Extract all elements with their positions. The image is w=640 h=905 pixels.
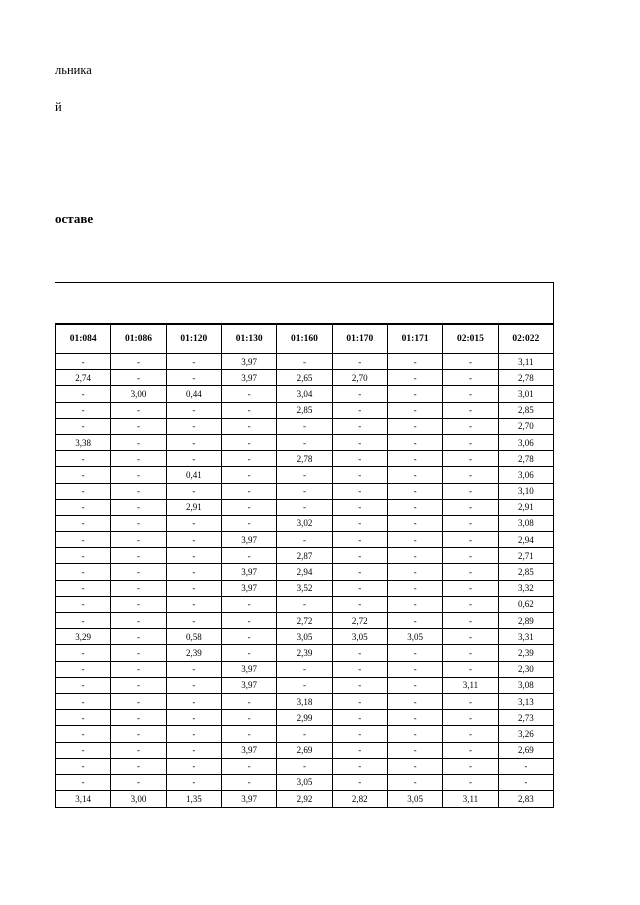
total-cell: 2,83 xyxy=(498,791,553,808)
table-row xyxy=(56,742,554,758)
total-cell: 3,05 xyxy=(387,791,442,808)
table-cell: - xyxy=(387,564,442,580)
table-cell: - xyxy=(111,532,166,548)
table-cell: - xyxy=(111,515,166,531)
table-cell: - xyxy=(111,629,166,645)
section-heading-fragment: оставе xyxy=(55,211,94,226)
table-cell: - xyxy=(443,693,498,709)
table-cell: - xyxy=(166,710,221,726)
table-cell: - xyxy=(111,613,166,629)
table-cell: - xyxy=(56,354,111,370)
table-cell: - xyxy=(111,580,166,596)
table-cell: 3,29 xyxy=(56,629,111,645)
table-cell: 2,89 xyxy=(498,613,553,629)
table-body xyxy=(56,354,554,808)
table-cell: - xyxy=(332,354,387,370)
table-cell: - xyxy=(221,596,276,612)
table-cell: - xyxy=(443,451,498,467)
table-cell: - xyxy=(166,515,221,531)
table-cell: - xyxy=(166,402,221,418)
table-cell: - xyxy=(56,515,111,531)
column-header: 02:015 xyxy=(443,325,498,354)
table-cell: - xyxy=(166,774,221,790)
table-cell: - xyxy=(166,726,221,742)
table-cell: - xyxy=(166,677,221,693)
table-cell: - xyxy=(111,451,166,467)
table-cell: 2,78 xyxy=(277,451,332,467)
table-cell: - xyxy=(221,613,276,629)
table-cell: - xyxy=(166,596,221,612)
table-cell: 2,85 xyxy=(498,402,553,418)
table-cell: - xyxy=(443,515,498,531)
table-cell: - xyxy=(443,774,498,790)
column-header: 01:086 xyxy=(111,325,166,354)
table-row xyxy=(56,693,554,709)
table-cell: - xyxy=(56,645,111,661)
table-row xyxy=(56,774,554,790)
table-cell: - xyxy=(332,451,387,467)
table-cell: 3,10 xyxy=(498,483,553,499)
table-cell: - xyxy=(166,434,221,450)
table-cell: - xyxy=(111,370,166,386)
table-cell: 3,97 xyxy=(221,580,276,596)
table-cell: - xyxy=(443,402,498,418)
table-cell: - xyxy=(387,467,442,483)
table-cell: 2,74 xyxy=(56,370,111,386)
table-cell: - xyxy=(166,661,221,677)
table-row xyxy=(56,758,554,774)
table-cell: - xyxy=(277,467,332,483)
table-cell: - xyxy=(443,710,498,726)
table-cell: - xyxy=(166,613,221,629)
table-row xyxy=(56,434,554,450)
table-cell: 3,97 xyxy=(221,532,276,548)
table-cell: - xyxy=(111,467,166,483)
table-cell: - xyxy=(221,451,276,467)
table-cell: - xyxy=(443,532,498,548)
table-cell: - xyxy=(111,564,166,580)
table-cell: 3,97 xyxy=(221,742,276,758)
table-cell: - xyxy=(443,499,498,515)
table-cell: 3,97 xyxy=(221,354,276,370)
table-cell: - xyxy=(443,613,498,629)
table-cell: - xyxy=(277,418,332,434)
table-row xyxy=(56,710,554,726)
table-cell: - xyxy=(443,418,498,434)
table-cell: - xyxy=(443,645,498,661)
table-cell: - xyxy=(387,645,442,661)
table-cell: - xyxy=(56,580,111,596)
table-cell: - xyxy=(166,451,221,467)
table-cell: 2,87 xyxy=(277,548,332,564)
table-cell: 3,97 xyxy=(221,564,276,580)
total-cell: 3,14 xyxy=(56,791,111,808)
table-cell: - xyxy=(443,370,498,386)
table-cell: - xyxy=(332,532,387,548)
table-cell: - xyxy=(166,418,221,434)
total-cell: 3,00 xyxy=(111,791,166,808)
total-cell: 1,35 xyxy=(166,791,221,808)
table-cell: 3,13 xyxy=(498,693,553,709)
table-cell: - xyxy=(387,434,442,450)
table-cell: - xyxy=(111,774,166,790)
table-cell: - xyxy=(111,483,166,499)
table-row xyxy=(56,499,554,515)
table-cell: 2,72 xyxy=(332,613,387,629)
table-cell: 3,02 xyxy=(277,515,332,531)
table-cell: - xyxy=(111,726,166,742)
table-cell: - xyxy=(387,580,442,596)
table-cell: - xyxy=(111,354,166,370)
table-cell: - xyxy=(387,451,442,467)
table-cell: - xyxy=(56,451,111,467)
table-cell: 2,85 xyxy=(498,564,553,580)
table-row xyxy=(56,596,554,612)
table-cell: 2,99 xyxy=(277,710,332,726)
column-header: 01:130 xyxy=(221,325,276,354)
table-cell: - xyxy=(498,774,553,790)
table-cell: 3,06 xyxy=(498,467,553,483)
table-cell: 2,85 xyxy=(277,402,332,418)
table-cell: - xyxy=(387,499,442,515)
table-cell: 0,44 xyxy=(166,386,221,402)
table-cell: 2,91 xyxy=(498,499,553,515)
table-cell: 2,70 xyxy=(332,370,387,386)
table-cell: - xyxy=(56,774,111,790)
table-cell: 2,69 xyxy=(277,742,332,758)
table-cell: - xyxy=(56,661,111,677)
table-cell: - xyxy=(56,710,111,726)
table-cell: 2,73 xyxy=(498,710,553,726)
table-cell: - xyxy=(221,467,276,483)
table-cell: 3,05 xyxy=(332,629,387,645)
table-cell: - xyxy=(332,742,387,758)
table-cell: - xyxy=(277,596,332,612)
table-cell: 2,94 xyxy=(277,564,332,580)
total-cell: 2,92 xyxy=(277,791,332,808)
column-header: 01:171 xyxy=(387,325,442,354)
data-table xyxy=(55,324,554,808)
table-cell: - xyxy=(111,418,166,434)
table-cell: 3,97 xyxy=(221,661,276,677)
table-cell: 3,97 xyxy=(221,677,276,693)
table-cell: - xyxy=(166,693,221,709)
table-cell: 0,62 xyxy=(498,596,553,612)
table-cell: 2,91 xyxy=(166,499,221,515)
table-cell: - xyxy=(56,613,111,629)
table-row xyxy=(56,661,554,677)
table-row xyxy=(56,677,554,693)
table-cell: - xyxy=(111,742,166,758)
table-cell: - xyxy=(332,758,387,774)
table-cell: - xyxy=(166,580,221,596)
table-cell: - xyxy=(387,677,442,693)
table-cell: 2,39 xyxy=(498,645,553,661)
table-cell: - xyxy=(387,774,442,790)
table-row xyxy=(56,564,554,580)
table-cell: - xyxy=(56,564,111,580)
table-cell: - xyxy=(387,386,442,402)
table-cell: - xyxy=(387,693,442,709)
table-cell: - xyxy=(387,726,442,742)
table-cell: - xyxy=(277,532,332,548)
table-cell: - xyxy=(166,564,221,580)
table-cell: - xyxy=(56,532,111,548)
table-cell: - xyxy=(111,434,166,450)
table-cell: - xyxy=(332,402,387,418)
table-cell: - xyxy=(221,386,276,402)
table-cell: - xyxy=(387,613,442,629)
table-cell: - xyxy=(56,499,111,515)
table-cell: 3,11 xyxy=(443,677,498,693)
table-cell: - xyxy=(332,693,387,709)
total-cell: 3,11 xyxy=(443,791,498,808)
table-cell: 3,32 xyxy=(498,580,553,596)
table-cell: - xyxy=(111,645,166,661)
table-cell: - xyxy=(332,483,387,499)
table-row xyxy=(56,451,554,467)
table-cell: - xyxy=(387,370,442,386)
table-cell: - xyxy=(221,402,276,418)
table-cell: - xyxy=(332,645,387,661)
table-cell: - xyxy=(443,596,498,612)
table-cell: - xyxy=(387,661,442,677)
table-row xyxy=(56,418,554,434)
table-cell: - xyxy=(387,354,442,370)
table-cell: - xyxy=(56,693,111,709)
table-cell: 2,72 xyxy=(277,613,332,629)
table-cell: 2,78 xyxy=(498,451,553,467)
table-cell: - xyxy=(111,548,166,564)
table-cell: - xyxy=(443,434,498,450)
table-cell: - xyxy=(277,758,332,774)
table-row xyxy=(56,645,554,661)
table-cell: - xyxy=(332,710,387,726)
table-cell: - xyxy=(277,499,332,515)
table-cell: - xyxy=(56,758,111,774)
table-cell: - xyxy=(221,515,276,531)
table-cell: 3,05 xyxy=(387,629,442,645)
table-cell: - xyxy=(221,483,276,499)
table-cell: - xyxy=(221,434,276,450)
table-cell: 3,06 xyxy=(498,434,553,450)
table-cell: 3,11 xyxy=(498,354,553,370)
table-cell: 3,26 xyxy=(498,726,553,742)
table-cell: 2,70 xyxy=(498,418,553,434)
table-cell: - xyxy=(277,483,332,499)
table-cell: - xyxy=(56,418,111,434)
table-cell: - xyxy=(166,742,221,758)
total-cell: 3,97 xyxy=(221,791,276,808)
table-cell: 2,78 xyxy=(498,370,553,386)
table-cell: - xyxy=(332,515,387,531)
table-cell: - xyxy=(111,596,166,612)
table-total-row xyxy=(56,791,554,808)
table-cell: - xyxy=(332,499,387,515)
table-cell: - xyxy=(443,354,498,370)
table-cell: - xyxy=(332,386,387,402)
table-cell: - xyxy=(387,758,442,774)
table-cell: - xyxy=(443,483,498,499)
table-cell: - xyxy=(387,710,442,726)
table-cell: - xyxy=(56,677,111,693)
table-cell: - xyxy=(221,774,276,790)
table-cell: - xyxy=(111,661,166,677)
table-cell: - xyxy=(332,548,387,564)
table-cell: - xyxy=(111,499,166,515)
table-cell: - xyxy=(443,386,498,402)
table-cell: - xyxy=(56,548,111,564)
table-cell: 3,05 xyxy=(277,774,332,790)
table-cell: - xyxy=(56,386,111,402)
column-header: 01:170 xyxy=(332,325,387,354)
table-row xyxy=(56,467,554,483)
table-cell: - xyxy=(443,758,498,774)
table-cell: - xyxy=(443,726,498,742)
table-cell: - xyxy=(277,434,332,450)
table-cell: 2,69 xyxy=(498,742,553,758)
table-cell: 3,00 xyxy=(111,386,166,402)
table-cell: - xyxy=(277,677,332,693)
table-cell: 3,52 xyxy=(277,580,332,596)
table-cell: - xyxy=(332,564,387,580)
table-row xyxy=(56,386,554,402)
data-table-container xyxy=(55,282,554,808)
table-row xyxy=(56,613,554,629)
table-cell: - xyxy=(221,629,276,645)
table-cell: - xyxy=(443,742,498,758)
table-cell: - xyxy=(332,467,387,483)
table-cell: - xyxy=(277,354,332,370)
column-header: 01:160 xyxy=(277,325,332,354)
table-cell: - xyxy=(111,710,166,726)
table-cell: - xyxy=(56,402,111,418)
table-row xyxy=(56,370,554,386)
table-cell: - xyxy=(221,645,276,661)
table-cell: 0,58 xyxy=(166,629,221,645)
table-row xyxy=(56,354,554,370)
table-row xyxy=(56,726,554,742)
table-cell: 3,18 xyxy=(277,693,332,709)
table-cell: - xyxy=(166,354,221,370)
table-cell: 0,41 xyxy=(166,467,221,483)
table-cell: 2,30 xyxy=(498,661,553,677)
table-cell: - xyxy=(56,596,111,612)
table-cell: - xyxy=(166,758,221,774)
table-cell: 2,39 xyxy=(166,645,221,661)
table-cell: - xyxy=(387,402,442,418)
table-cell: - xyxy=(443,467,498,483)
table-cell: 2,94 xyxy=(498,532,553,548)
column-header: 02:022 xyxy=(498,325,553,354)
column-header: 01:084 xyxy=(56,325,111,354)
table-cell: - xyxy=(221,499,276,515)
table-cell: - xyxy=(387,742,442,758)
table-cell: - xyxy=(387,532,442,548)
table-cell: - xyxy=(332,418,387,434)
table-cell: 3,05 xyxy=(277,629,332,645)
table-cell: - xyxy=(443,564,498,580)
table-cell: - xyxy=(221,548,276,564)
table-cell: - xyxy=(221,726,276,742)
table-cell: - xyxy=(387,596,442,612)
table-row xyxy=(56,532,554,548)
table-cell: - xyxy=(111,693,166,709)
table-row xyxy=(56,402,554,418)
table-cell: - xyxy=(111,758,166,774)
table-cell: - xyxy=(387,515,442,531)
table-cell: - xyxy=(332,434,387,450)
table-cell: - xyxy=(277,661,332,677)
total-cell: 2,82 xyxy=(332,791,387,808)
table-cell: 3,97 xyxy=(221,370,276,386)
table-cell: - xyxy=(387,548,442,564)
table-cell: - xyxy=(221,758,276,774)
table-row xyxy=(56,629,554,645)
table-cell: - xyxy=(332,596,387,612)
table-cell: - xyxy=(332,580,387,596)
table-cell: 2,39 xyxy=(277,645,332,661)
table-cell: - xyxy=(443,629,498,645)
table-cell: - xyxy=(166,483,221,499)
table-cell: - xyxy=(443,548,498,564)
table-row xyxy=(56,580,554,596)
table-cell: - xyxy=(443,661,498,677)
table-cell: - xyxy=(332,677,387,693)
table-cell: 2,65 xyxy=(277,370,332,386)
table-cell: - xyxy=(56,483,111,499)
table-cell: - xyxy=(332,661,387,677)
table-header-row xyxy=(56,325,554,354)
table-row xyxy=(56,483,554,499)
table-cell: - xyxy=(498,758,553,774)
table-cell: - xyxy=(387,483,442,499)
column-header: 01:120 xyxy=(166,325,221,354)
text-fragment-1: льника xyxy=(55,63,92,77)
text-fragment-2: й xyxy=(55,100,62,114)
table-cell: - xyxy=(221,710,276,726)
table-cell: - xyxy=(387,418,442,434)
table-cell: - xyxy=(111,402,166,418)
table-cell: - xyxy=(332,774,387,790)
table-cell: - xyxy=(166,548,221,564)
table-row xyxy=(56,515,554,531)
table-cell: - xyxy=(332,726,387,742)
table-cell: 3,04 xyxy=(277,386,332,402)
table-cell: - xyxy=(221,418,276,434)
table-cell: - xyxy=(443,580,498,596)
table-cell: - xyxy=(111,677,166,693)
table-cell: - xyxy=(166,370,221,386)
table-cell: - xyxy=(56,467,111,483)
table-cell: 3,01 xyxy=(498,386,553,402)
table-cell: 3,31 xyxy=(498,629,553,645)
table-cell: - xyxy=(277,726,332,742)
table-header-box xyxy=(55,282,554,324)
table-cell: 3,08 xyxy=(498,677,553,693)
table-cell: - xyxy=(221,693,276,709)
table-cell: - xyxy=(56,726,111,742)
table-cell: 3,08 xyxy=(498,515,553,531)
table-cell: - xyxy=(166,532,221,548)
table-cell: - xyxy=(56,742,111,758)
table-row xyxy=(56,548,554,564)
table-cell: 3,38 xyxy=(56,434,111,450)
table-cell: 2,71 xyxy=(498,548,553,564)
